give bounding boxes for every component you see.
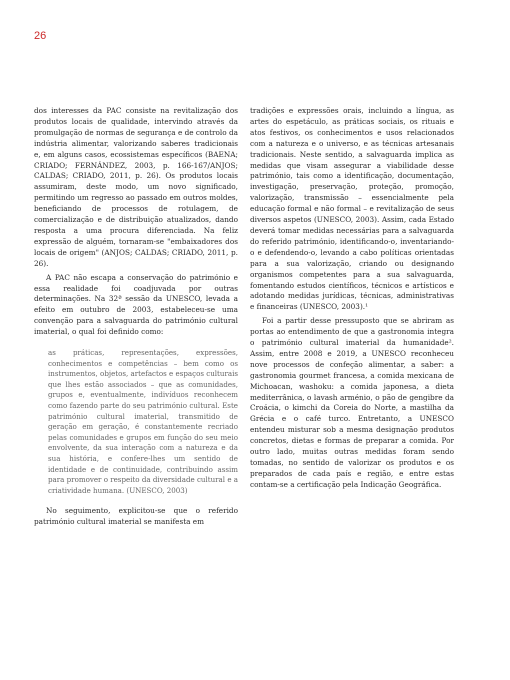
right-paragraph-2: Foi a partir desse pressuposto que se abriram as portas ao entendimento de que a gastronomia integra o património cultural imaterial da humanidade². Assim, entre 2008 e 2019, a UNESCO reconheceu nove processos de confeção alimentar, a saber: a gastronomia gourmet francesa, a comida mexicana de Michoacan, washoku: a comida japonesa, a dieta mediterrânica, o lavash arménio, o pão de gengibre da Croácia, o kimchi da Coreia do Norte, a mastilha da Grécia e o café turco. Entretanto, a UNESCO entendeu misturar sob a mesma designação produtos concretos, dietas e formas de preparar a comida. Por outro lado, muitas outras medidas foram sendo tomadas, no sentido de valorizar os produtos e os preparados de cada país e região, e entre estas contam-se a certificação pela Indicação Geográfica. (250, 316, 454, 489)
right-column (250, 106, 454, 491)
page-number: 26 (34, 30, 47, 42)
block-quote: as práticas, representações, expressões, conhecimentos e competências – bem como os instrumentos, objetos, artefactos e espaços culturais que lhes estão associados – que as comunidades, grupos e, eventualmente, indivíduos reconhecem como fazendo parte do seu património cultural. Este património cultural imaterial, transmitido de geração em geração, é constantemente recriado pelas comunidades e grupos em função do seu meio envolvente, da sua interação com a natureza e da sua história, e confere-lhes um sentido de identidade e de continuidade, contribuindo assim para promover o respeito da diversidade cultural e a criatividade humana. (UNESCO, 2003) (48, 348, 239, 495)
left-paragraph-3: No seguimento, explicitou-se que o referido património cultural imaterial se manifesta em (34, 506, 238, 527)
left-column (34, 106, 238, 528)
left-paragraph-1: dos interesses da PAC consiste na revitalização dos produtos locais de qualidade, intervindo através da promulgação de normas de segurança e de controlo da indústria alimentar, valorizando saberes tradicionais e, em alguns casos, ecossistemas específicos (BAENA; CRIADO; FERNÁNDEZ, 2003, p. 166-167/ANJOS; CALDAS; CRIADO, 2011, p. 26). Os produtos locais assumiram, deste modo, um novo significado, permitindo um regresso ao passado em outros moldes, beneficiando de processos de rotulagem, de comercialização e de distribuição atualizados, dando resposta a uma procura diferenciada. Na feliz expressão de alguém, tornaram-se "embaixadores dos locais de origem" (ANJOS; CALDAS; CRIADO, 2011, p. 26). (34, 106, 238, 268)
left-paragraph-2: A PAC não escapa a conservação do património e essa realidade foi coadjuvada por outras determinações. Na 32ª sessão da UNESCO, levada a efeito em outubro de 2003, estabeleceu-se uma convenção para a salvaguarda do património cultural imaterial, o qual foi definido como: (34, 272, 238, 337)
right-paragraph-1: tradições e expressões orais, incluindo a língua, as artes do espetáculo, as práticas sociais, os rituais e atos festivos, os conhecimentos e usos relacionados com a natureza e o universo, e as técnicas artesanais tradicionais. Neste sentido, a salvaguarda implica as medidas que visam assegurar a viabilidade desse património, tais como a identificação, documentação, investigação, preservação, proteção, promoção, valorização, transmissão – essencialmente pela educação formal e não formal – e revitalização de seus diversos aspetos (UNESCO, 2003). Assim, cada Estado deverá tomar medidas necessárias para a salvaguarda do referido património, identificando-o, inventariando-o e defendendo-o, levando a cabo políticas orientadas para a sua valorização, criando ou designando organismos competentes para a sua salvaguarda, fomentando estudos científicos, técnicos e artísticos e adotando medidas jurídicas, técnicas, administrativas e financeiras (UNESCO, 2003).¹ (250, 106, 454, 312)
